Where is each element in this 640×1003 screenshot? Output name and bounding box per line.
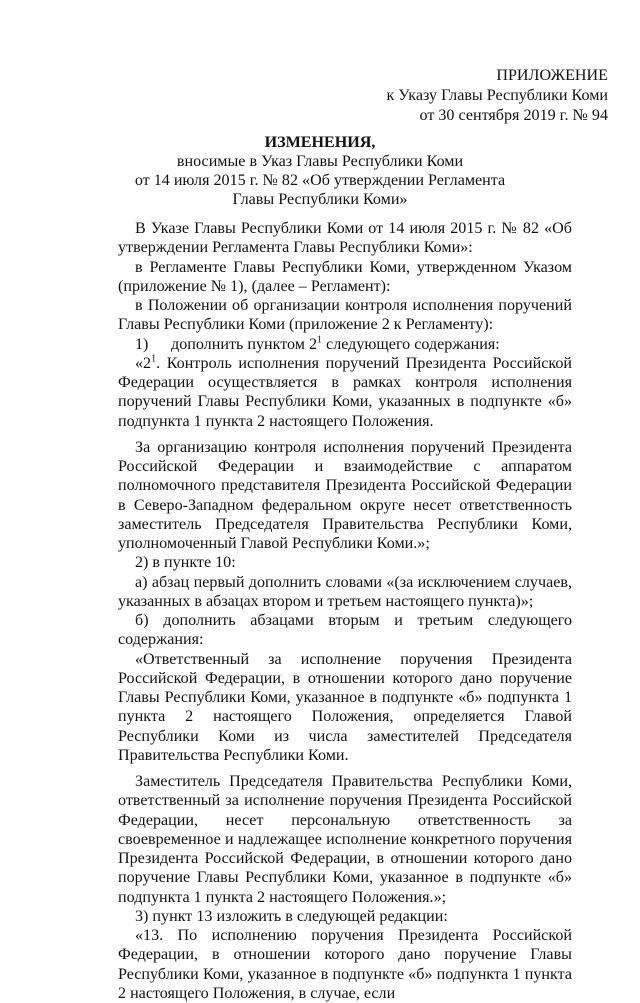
document-subtitle-line3: Главы Республики Коми» <box>232 191 408 208</box>
document-title: ИЗМЕНЕНИЯ, <box>264 134 376 151</box>
appendix-decree-ref: к Указу Главы Республики Коми <box>386 87 608 104</box>
list-item: 3) пункт 13 изложить в следующей редакции: <box>135 907 448 925</box>
paragraph: «Ответственный за исполнение поручения Президента Российской Федерации, в отношении которого дано поручение Главы Республики Коми, указанное в подпункте «б» подпункта 1 пункта 2 настоящего Положения, определяется Главой Республики Коми из числа заместителей Председателя Правительства Республики Коми. <box>118 650 572 764</box>
list-item <box>118 335 572 354</box>
quote-start: «2 <box>135 354 152 372</box>
paragraph: За организацию контроля исполнения поручений Президента Российской Федерации и взаимодействие с аппаратом полномочного представителя Президента Российской Федерации в Северо-Западном федеральном округе несет ответственность заместитель Председателя Правительства Республики Коми, уполномоченный Главой Республики Коми.»; <box>118 438 572 552</box>
superscript: 1 <box>317 334 323 346</box>
paragraph: Заместитель Председателя Правительства Республики Коми, ответственный за исполнение поручения Президента Российской Федерации, несет персональную ответственность за своевременное и надлежащее исполнение конкретного поручения Президента Российской Федерации, в отношении которого дано поручение Главы Республики Коми, указанное в подпункте «б» подпункта 1 пункта 2 настоящего Положения.»; <box>118 773 572 906</box>
document-body <box>118 219 572 1003</box>
document-subtitle-line2: от 14 июля 2015 г. № 82 «Об утверждении Регламента <box>134 172 506 189</box>
quote-text: . Контроль исполнения поручений Президента Российской Федерации осуществляется в рамках контроля исполнения поручений Главы Республики Коми, указанных в подпункте «б» подпункта 1 пункта 2 настоящего Положения. <box>118 354 572 430</box>
paragraph: В Указе Главы Республики Коми от 14 июля 2015 г. № 82 «Об утверждении Регламента Главы Республики Коми»: <box>118 220 572 257</box>
paragraph: «13. По исполнению поручения Президента Российской Федерации, в отношении которого дано поручение Главы Республики Коми, указанное в подпункте «б» подпункта 1 пункта 2 настоящего Положения, в случае, если <box>118 927 572 1002</box>
document-subtitle-line1: вносимые в Указ Главы Республики Коми <box>176 153 464 170</box>
appendix-block <box>308 66 608 126</box>
item-number: 1) <box>135 335 149 353</box>
item-text: следующего содержания: <box>322 335 500 353</box>
paragraph: в Регламенте Главы Республики Коми, утвержденном Указом (приложение № 1), (далее – Регламент): <box>118 258 572 295</box>
paragraph: в Положении об организации контроля исполнения поручений Главы Республики Коми (приложение 2 к Регламенту): <box>118 297 572 334</box>
paragraph: б) дополнить абзацами вторым и третьим следующего содержания: <box>118 612 572 649</box>
appendix-date: от 30 сентября 2019 г. № 94 <box>419 107 608 124</box>
document-heading <box>0 133 640 209</box>
paragraph <box>118 354 572 431</box>
superscript: 1 <box>151 353 157 365</box>
appendix-label: ПРИЛОЖЕНИЕ <box>496 67 608 84</box>
list-item: 2) в пункте 10: <box>135 554 236 572</box>
paragraph: а) абзац первый дополнить словами «(за исключением случаев, указанных в абзацах втором и третьем настоящего пункта)»; <box>118 573 572 610</box>
item-text: дополнить пунктом 2 <box>171 335 318 353</box>
